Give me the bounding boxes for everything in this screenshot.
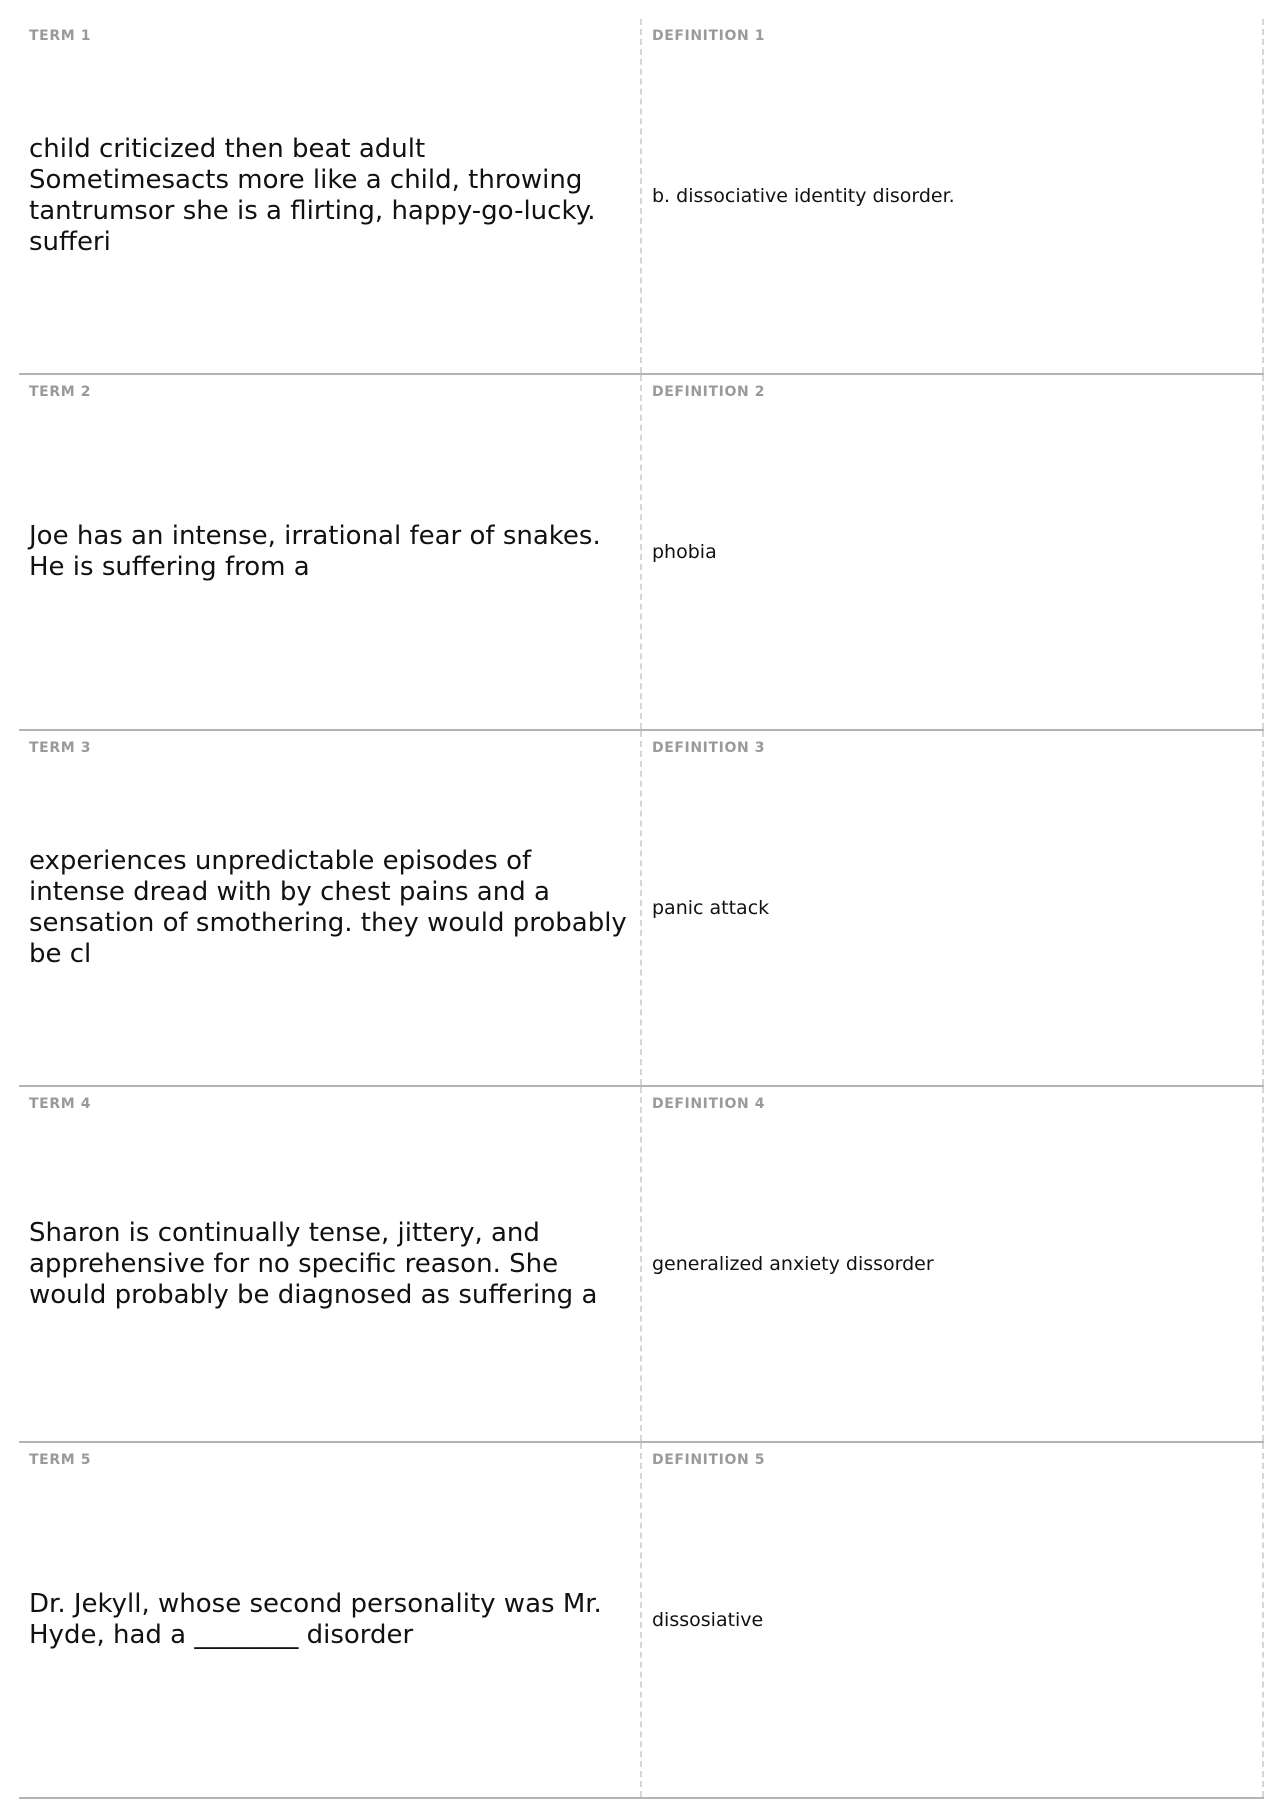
definition-label: DEFINITION 3 <box>652 740 766 756</box>
term-text: Joe has an intense, irrational fear of snakes. He is suffering from a <box>29 521 601 582</box>
term-label: TERM 1 <box>29 28 92 44</box>
definition-cell <box>642 19 1264 373</box>
flashcard-row <box>19 1443 1264 1799</box>
term-text: Sharon is continually tense, jittery, and apprehensive for no specific reason. She would probably be diagnosed as suffering a <box>29 1217 598 1310</box>
term-label: TERM 2 <box>29 384 92 400</box>
definition-label: DEFINITION 2 <box>652 384 766 400</box>
definition-text: dissosiative <box>652 1609 764 1631</box>
definition-text: generalized anxiety dissorder <box>652 1253 934 1275</box>
flashcard-row <box>19 1087 1264 1443</box>
term-cell <box>19 731 642 1085</box>
definition-cell <box>642 1443 1264 1797</box>
term-text: Dr. Jekyll, whose second personality was Mr. Hyde, had a ________ disorder <box>29 1589 602 1650</box>
term-cell <box>19 1087 642 1441</box>
term-label: TERM 4 <box>29 1096 92 1112</box>
term-cell <box>19 375 642 729</box>
definition-cell <box>642 375 1264 729</box>
flashcard-sheet <box>19 19 1264 1799</box>
term-label: TERM 5 <box>29 1452 92 1468</box>
definition-cell <box>642 731 1264 1085</box>
flashcard-row <box>19 375 1264 731</box>
term-cell <box>19 19 642 373</box>
term-cell <box>19 1443 642 1797</box>
definition-text: panic attack <box>652 897 770 919</box>
definition-text: b. dissociative identity disorder. <box>652 185 955 207</box>
term-text: child criticized then beat adult Sometimesacts more like a child, throwing tantrumsor she is a flirting, happy-go-lucky. sufferi <box>29 134 596 257</box>
definition-cell <box>642 1087 1264 1441</box>
definition-text: phobia <box>652 541 717 563</box>
term-label: TERM 3 <box>29 740 92 756</box>
definition-label: DEFINITION 1 <box>652 28 766 44</box>
definition-label: DEFINITION 5 <box>652 1452 766 1468</box>
flashcard-row <box>19 731 1264 1087</box>
definition-label: DEFINITION 4 <box>652 1096 766 1112</box>
flashcard-row <box>19 19 1264 375</box>
term-text: experiences unpredictable episodes of intense dread with by chest pains and a sensation of smothering. they would probably be cl <box>29 846 627 969</box>
